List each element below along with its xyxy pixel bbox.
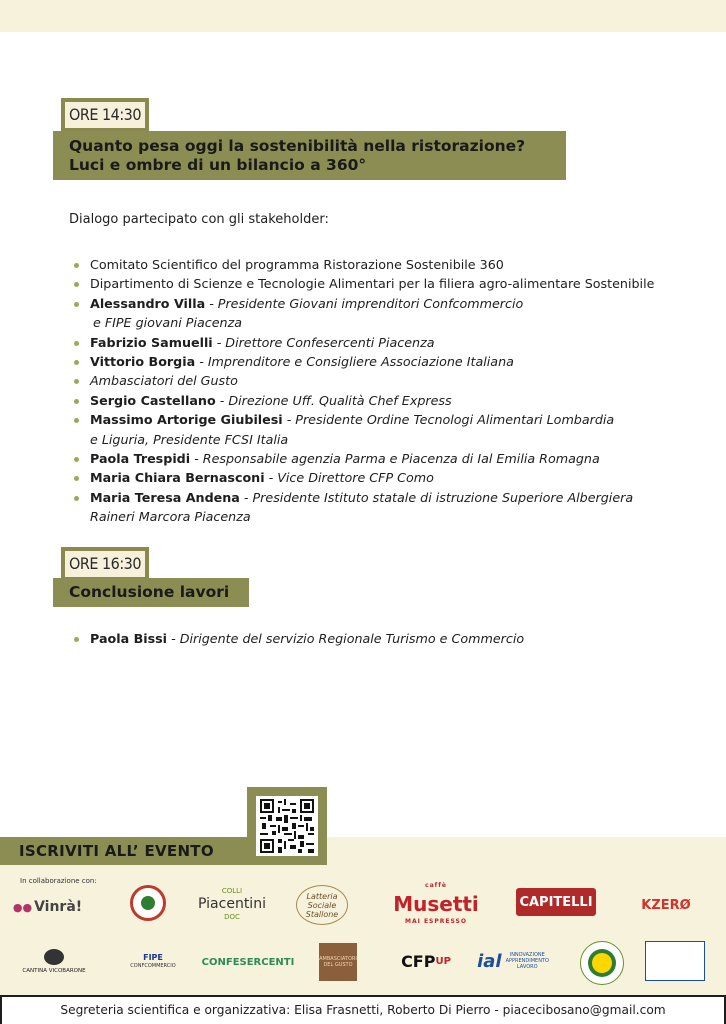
speaker-role: - Presidente Istituto statale di istruzione Superiore Albergiera	[239, 489, 634, 505]
qr-frame	[247, 787, 327, 865]
capitelli-logo: CAPITELLI	[516, 888, 596, 916]
speaker-item	[72, 410, 712, 429]
kzero-logo: KZERØ	[641, 897, 691, 913]
footer-contacts: Segreteria scientifica e organizzativa: Elisa Frasnetti, Roberto Di Pierro - piacecibosano@gmail.com	[0, 995, 726, 1024]
bullet-icon	[74, 360, 79, 365]
speaker-role: - Direttore Confesercenti Piacenza	[212, 334, 435, 350]
speaker-item: Dipartimento di Scienze e Tecnologie Alimentari per la filiera agro-alimentare Sostenibile	[72, 274, 712, 293]
session-1-title-line-1: Quanto pesa oggi la sostenibilità nella ristorazione?	[69, 137, 526, 155]
bullet-icon	[74, 302, 79, 307]
musetti-logo: caffè Musetti MAI ESPRESSO	[393, 882, 479, 925]
ambasciatori-del-gusto-logo: AMBASCIATORI DEL GUSTO	[319, 943, 357, 981]
bullet-icon	[74, 476, 79, 481]
top-band	[0, 0, 726, 32]
speaker-name: Fabrizio Samuelli	[90, 334, 213, 350]
speaker-role: - Presidente Giovani imprenditori Confcommercio	[205, 295, 524, 311]
speaker-role: - Imprenditore e Consigliere Associazione Italiana	[195, 354, 514, 370]
speaker-role: - Dirigente del servizio Regionale Turismo e Commercio	[167, 631, 525, 646]
speaker-role: - Presidente Ordine Tecnologi Alimentari Lombardia	[282, 412, 615, 428]
confesercenti-logo: CONFESERCENTI	[201, 956, 295, 968]
speaker-role: - Vice Direttore CFP Como	[264, 470, 434, 486]
bullet-icon	[74, 263, 79, 268]
bullet-icon	[74, 637, 79, 642]
speaker-item	[72, 391, 712, 410]
speaker-item	[72, 449, 712, 468]
bullet-icon	[74, 341, 79, 346]
bullet-icon	[74, 457, 79, 462]
association-seal-logo	[130, 885, 166, 921]
bullet-icon	[74, 496, 79, 501]
speaker-name: Massimo Artorige Giubilesi	[90, 412, 283, 428]
speaker-item: Comitato Scientifico del programma Ristorazione Sostenibile 360	[72, 255, 712, 274]
bullet-icon	[74, 418, 79, 423]
speaker-item-continuation: e Liguria, Presidente FCSI Italia	[90, 431, 289, 447]
cfp-up-logo: CFP UP	[401, 951, 451, 971]
speaker-item	[72, 352, 712, 371]
speaker-item	[72, 294, 712, 313]
speaker-name: Paola Bissi	[90, 631, 168, 646]
qr-code-icon[interactable]	[256, 796, 318, 856]
cantina-vicobarone-logo: CANTINA VICOBARONE	[22, 943, 86, 979]
collab-label: In collaborazione con:	[20, 877, 97, 885]
speaker-item	[72, 468, 712, 487]
time-badge-session-1: ORE 14:30	[61, 98, 149, 132]
vinra-logo: ●● Vinrà!	[12, 899, 83, 915]
ial-logo: ial INNOVAZIONE APPRENDIMENTO LAVORO	[477, 950, 549, 972]
session-1-intro: Dialogo partecipato con gli stakeholder:	[69, 212, 329, 227]
latteria-sociale-logo: Latteria Sociale Stallone	[296, 885, 348, 925]
speaker-item	[72, 629, 692, 648]
winery-emblem-icon	[44, 949, 64, 965]
speaker-name: Alessandro Villa	[90, 295, 206, 311]
speaker-item	[72, 333, 712, 352]
speaker-item-continuation: Raineri Marcora Piacenza	[90, 509, 251, 525]
speaker-role: Ambasciatori del Gusto	[90, 373, 238, 389]
bullet-icon	[74, 379, 79, 384]
session-2-title-bar	[53, 578, 249, 607]
session-2-title: Conclusione lavori	[69, 583, 230, 601]
partner-logos	[0, 865, 726, 995]
speaker-role: - Responsabile agenzia Parma e Piacenza di Ial Emilia Romagna	[190, 451, 600, 467]
speaker-item-continuation: e FIPE giovani Piacenza	[93, 315, 243, 331]
bullet-icon	[74, 282, 79, 287]
bullet-icon	[74, 399, 79, 404]
cta-band-filler	[327, 837, 726, 865]
register-event-label[interactable]: ISCRIVITI ALL’ EVENTO	[0, 837, 247, 865]
cta-band	[0, 837, 726, 865]
speaker-name: Sergio Castellano	[90, 392, 216, 408]
school-seal-logo	[580, 941, 624, 985]
grape-icon: ●●	[12, 900, 33, 914]
fipe-logo: FIPE CONFCOMMERCIO	[130, 953, 176, 969]
closing-speaker-list	[72, 629, 692, 648]
speaker-name: Maria Teresa Andena	[90, 489, 240, 505]
colli-piacentini-logo: COLLI Piacentini DOC	[198, 886, 266, 921]
session-1-title-line-2: Luci e ombre di un bilancio a 360°	[69, 156, 367, 174]
speaker-name: Vittorio Borgia	[90, 354, 196, 370]
speaker-item	[72, 488, 712, 507]
time-badge-session-2: ORE 16:30	[61, 547, 149, 581]
speaker-name: Paola Trespidi	[90, 451, 191, 467]
session-1-title-bar	[53, 131, 566, 180]
speaker-role: - Direzione Uff. Qualità Chef Express	[215, 392, 452, 408]
speaker-name: Maria Chiara Bernasconi	[90, 470, 265, 486]
istituto-alberghiero-logo	[645, 941, 705, 981]
speaker-list	[72, 255, 712, 527]
speaker-item	[72, 371, 712, 390]
